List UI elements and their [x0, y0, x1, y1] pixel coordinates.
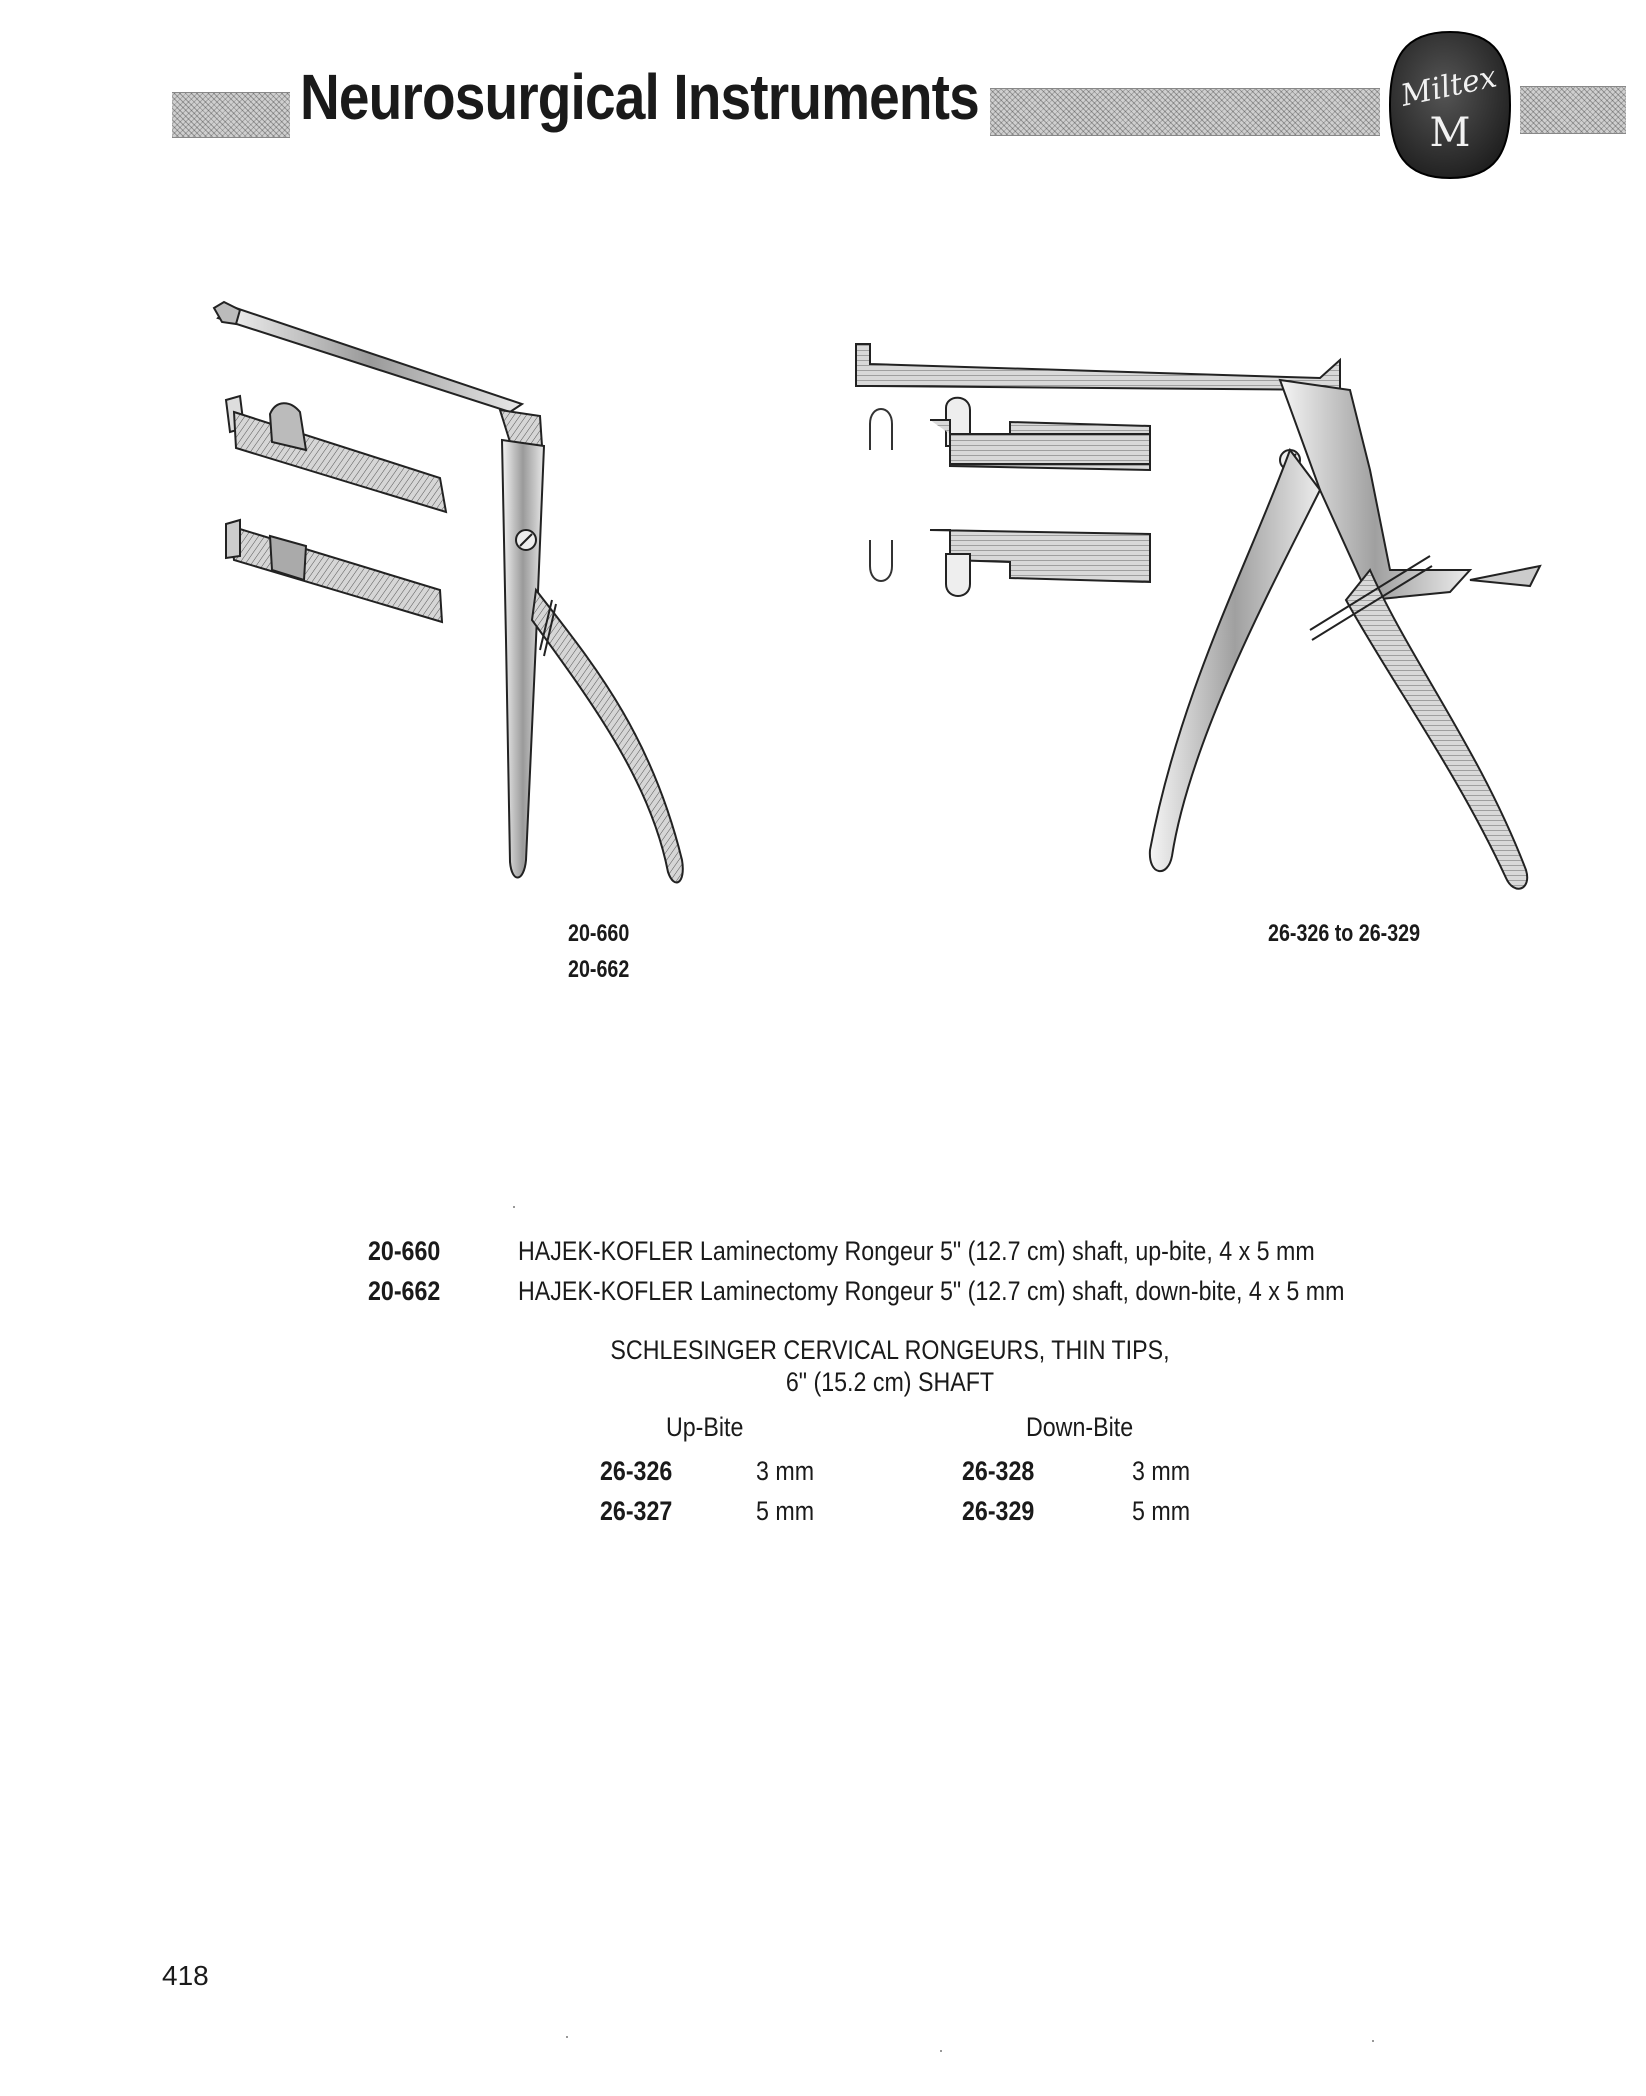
scan-speck — [513, 1206, 515, 1208]
table-size-26-329: 5 mm — [1132, 1496, 1191, 1526]
series-heading-line-1: SCHLESINGER CERVICAL RONGEURS, THIN TIPS, — [610, 1335, 1170, 1365]
illustration-schlesinger-rongeur — [850, 330, 1570, 900]
illustration-hajek-kofler-rongeur — [210, 300, 750, 900]
item-description-20-660: HAJEK-KOFLER Laminectomy Rongeur 5" (12.7 cm) shaft, up-bite, 4 x 5 mm — [518, 1236, 1315, 1266]
scan-speck — [940, 2050, 942, 2052]
table-size-26-326: 3 mm — [756, 1456, 815, 1486]
scan-speck — [566, 2036, 568, 2038]
column-heading-up-bite: Up-Bite — [666, 1412, 744, 1442]
figure-code-20-662: 20-662 — [568, 956, 630, 983]
series-heading-line-2: 6" (15.2 cm) SHAFT — [785, 1367, 995, 1397]
item-code-20-662: 20-662 — [368, 1276, 441, 1306]
table-code-26-327: 26-327 — [600, 1496, 673, 1526]
header-hatch-middle — [990, 88, 1380, 136]
figure-code-26-326-to-26-329: 26-326 to 26-329 — [1268, 920, 1421, 947]
table-code-26-329: 26-329 — [962, 1496, 1035, 1526]
scan-speck — [1372, 2040, 1374, 2042]
brand-script: Miltex — [1397, 59, 1500, 114]
header-hatch-right — [1520, 86, 1626, 134]
table-code-26-326: 26-326 — [600, 1456, 673, 1486]
page-number: 418 — [162, 1960, 209, 1991]
header-hatch-left — [172, 92, 290, 138]
item-code-20-660: 20-660 — [368, 1236, 441, 1266]
table-size-26-327: 5 mm — [756, 1496, 815, 1526]
item-description-20-662: HAJEK-KOFLER Laminectomy Rongeur 5" (12.7 cm) shaft, down-bite, 4 x 5 mm — [518, 1276, 1345, 1306]
brand-monogram: M — [1429, 110, 1471, 156]
figure-code-20-660: 20-660 — [568, 920, 630, 947]
brand-logo — [1386, 28, 1514, 182]
table-size-26-328: 3 mm — [1132, 1456, 1191, 1486]
page-title: Neurosurgical Instruments — [300, 61, 979, 133]
table-code-26-328: 26-328 — [962, 1456, 1035, 1486]
column-heading-down-bite: Down-Bite — [1026, 1412, 1134, 1442]
series-heading — [537, 1334, 1242, 1398]
